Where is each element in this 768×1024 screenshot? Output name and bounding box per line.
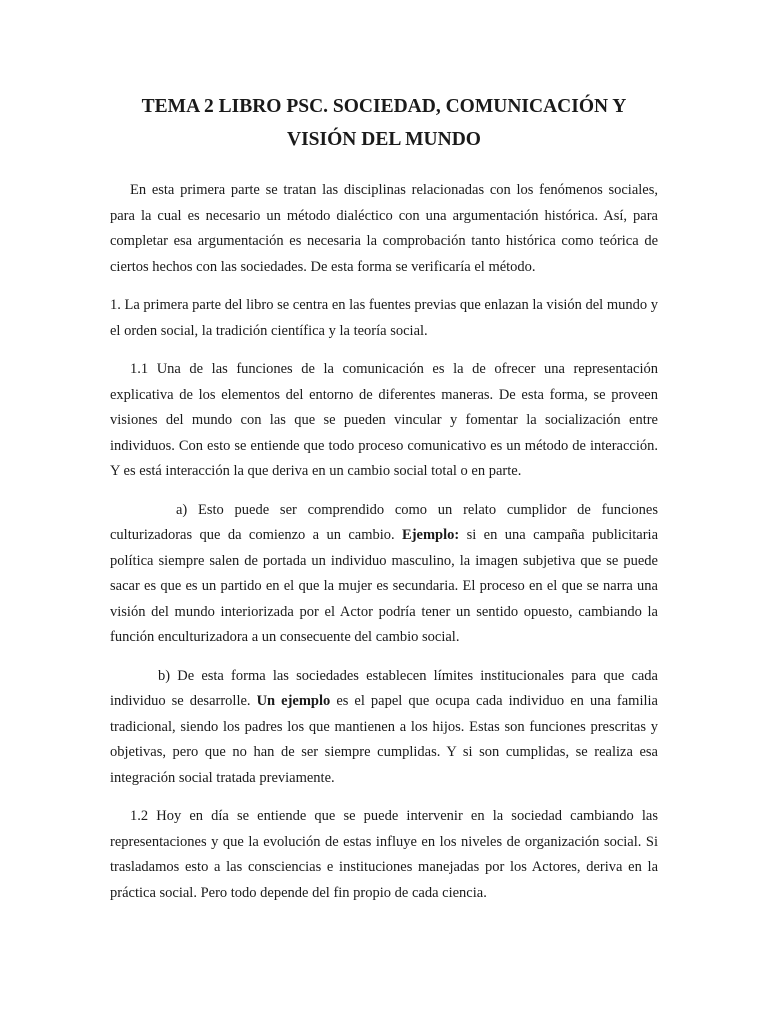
section-1-2-paragraph: 1.2 Hoy en día se entiende que se puede intervenir en la sociedad cambiando las representaciones y que la evolución de estas influye en los niveles de organización social. Si trasladamos esto a las consciencias e instituciones manejadas por los Actores, deriva en la práctica social. Pero todo depende del fin propio de cada ciencia. [110, 808, 658, 901]
item-b-paragraph [110, 664, 658, 792]
section-1-paragraph: 1. La primera parte del libro se centra en las fuentes previas que enlazan la visión del mundo y el orden social, la tradición científica y la teoría social. [110, 297, 658, 339]
section-1-1-paragraph: 1.1 Una de las funciones de la comunicación es la de ofrecer una representación explicativa de los elementos del entorno de diferentes maneras. De esta forma, se proveen visiones del mundo con las que se pueden vincular y fomentar la socialización entre individuos. Con esto se entiende que todo proceso comunicativo es un método de interacción. Y es está interacción la que deriva en un cambio social total o en parte. [110, 361, 658, 479]
item-a-paragraph [110, 498, 658, 651]
item-b-example-label: Un ejemplo [256, 693, 331, 709]
intro-paragraph: En esta primera parte se tratan las disciplinas relacionadas con los fenómenos sociales, para la cual es necesario un método dialéctico con una argumentación histórica. Así, para completar esa argumentación es necesaria la comprobación tanto histórica como teórica de ciertos hechos con las sociedades. De esta forma se verificaría el método. [110, 182, 658, 275]
document-title: TEMA 2 LIBRO PSC. SOCIEDAD, COMUNICACIÓN Y VISIÓN DEL MUNDO [141, 96, 627, 150]
item-b-text-start: b) De esta forma las sociedades establecen límites institucionales para que cada individuo se desarrolle. [110, 667, 658, 709]
item-a-text-start: a) Esto puede ser comprendido como un relato cumplidor de funciones culturizadoras que da comienzo a un cambio. [110, 501, 658, 543]
item-b-text-end: es el papel que ocupa cada individuo en una familia tradicional, siendo los padres los que mantienen a los hijos. Estas son funciones prescritas y objetivas, pero que no han de ser siempre cumplidas. Y si son cumplidas, se realiza esa integración social tratada previamente. [110, 693, 658, 786]
item-a-text-end: si en una campaña publicitaria política siempre salen de portada un individuo masculino, la imagen subjetiva que se puede sacar es que es un partido en el que la mujer es secundaria. El proceso en el que se narra una visión del mundo interiorizada por el Actor podría tener un sentido opuesto, cambiando la función enculturizadora a un consecuente del cambio social. [110, 527, 658, 645]
item-a-example-label: Ejemplo: [402, 527, 460, 543]
